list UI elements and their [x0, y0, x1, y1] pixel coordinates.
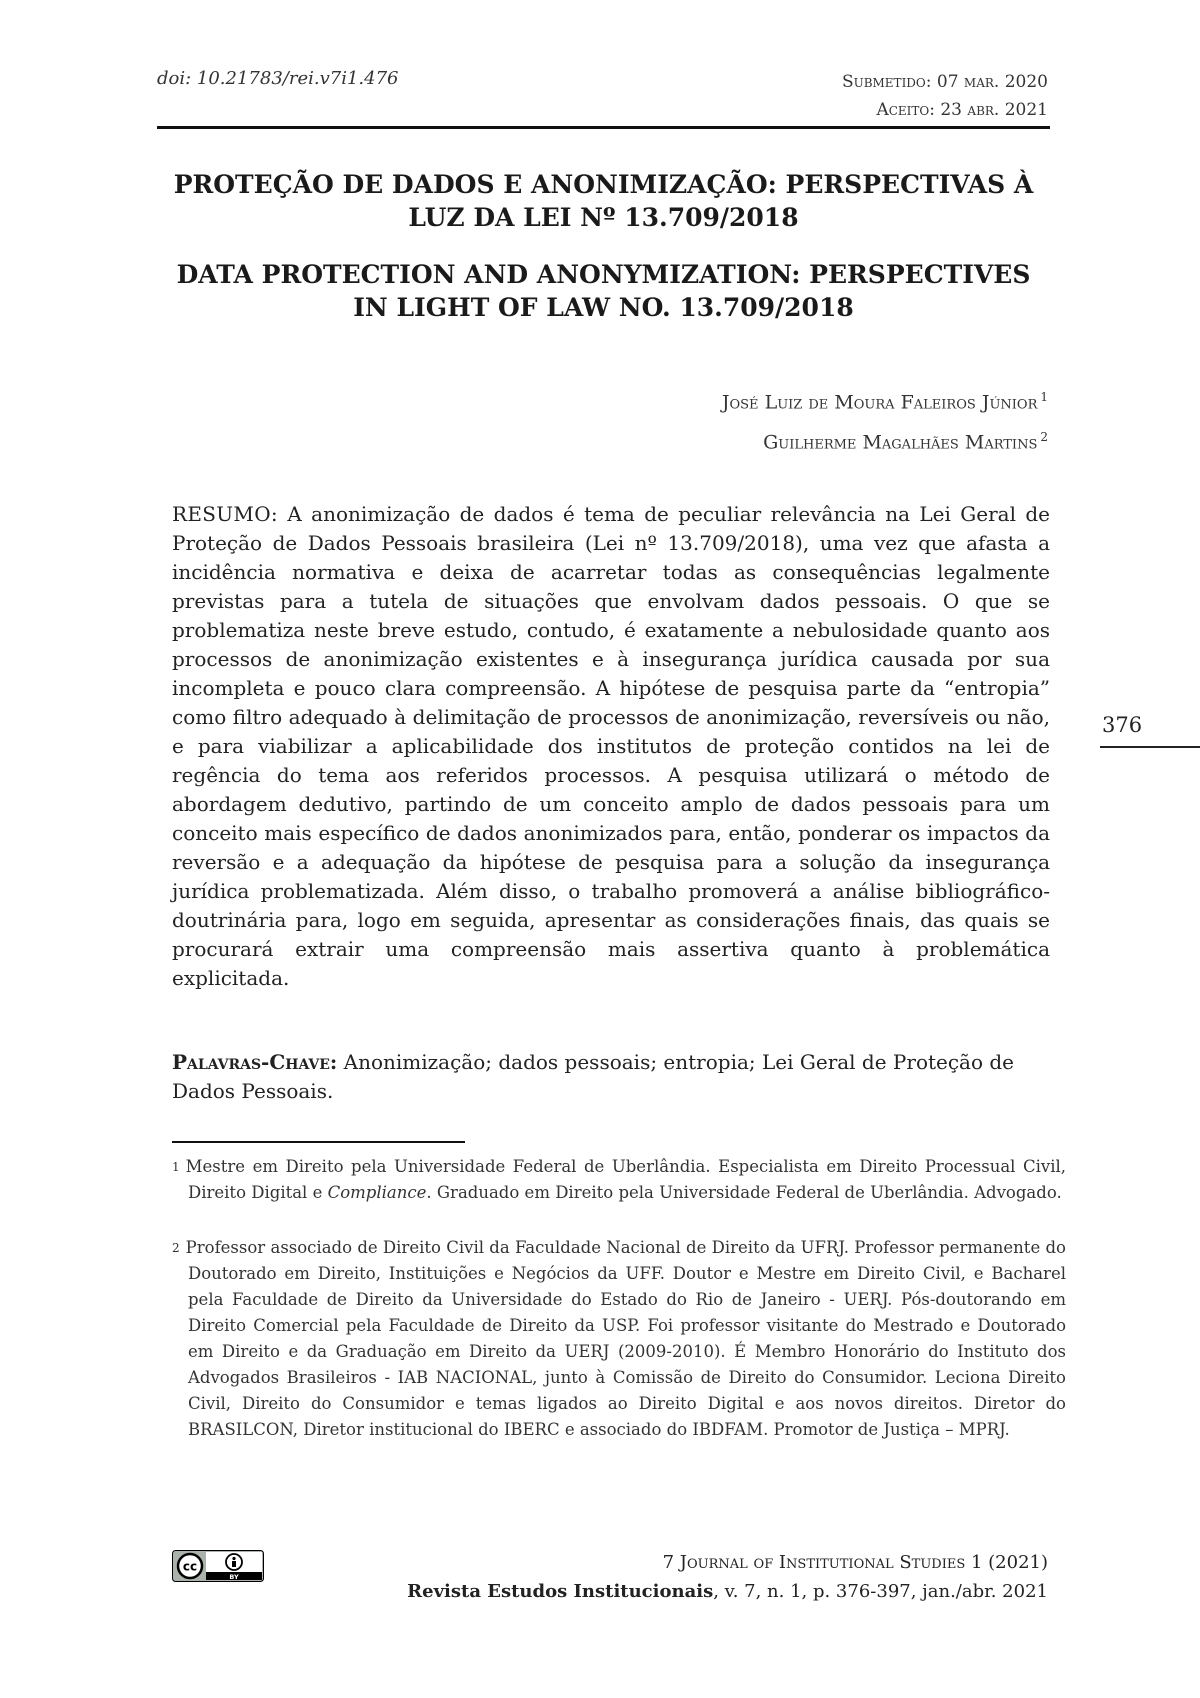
author-2: [722, 420, 1048, 460]
submitted-date: Submetido: 07 mar. 2020: [841, 72, 1048, 92]
title-en-line-2: IN LIGHT OF LAW NO. 13.709/2018: [353, 293, 854, 322]
page-number: 376: [1102, 713, 1143, 737]
footnote-1-text-a: Mestre em Direito pela Universidade Federal de Uberlândia. Especialista em Direito Processual Civil, Direito Digital e: [185, 1157, 1066, 1202]
author-1: [722, 380, 1048, 420]
footnote-divider: [172, 1141, 465, 1143]
revista-name: Revista Estudos Institucionais: [407, 1581, 714, 1602]
title-portuguese: [157, 168, 1050, 234]
submission-dates: [842, 68, 1048, 124]
title-pt-line-2: LUZ DA LEI Nº 13.709/2018: [408, 203, 799, 232]
author-1-name: José Luiz de Moura Faleiros Júnior: [721, 391, 1038, 414]
accepted-date: Aceito: 23 abr. 2021: [876, 100, 1048, 120]
author-list: [722, 380, 1048, 461]
footnote-2-mark: 2: [172, 1241, 180, 1255]
keywords-label: Palavras-Chave:: [172, 1050, 338, 1074]
abstract-label: RESUMO:: [172, 502, 278, 526]
footnote-2-text: Professor associado de Direito Civil da Faculdade Nacional de Direito da UFRJ. Professor permanente do Doutorado em Direito, Instituições e Negócios da UFF. Doutor e Mestre em Direito Civil, e Bacharel pela Faculdade de Direito da Universidade do Estado do Rio de Janeiro - UERJ. Pós-doutorando em Direito Comercial pela Faculdade de Direito da USP. Foi professor visitante do Mestrado e Doutorado em Direito e da Graduação em Direito da UERJ (2009-2010). É Membro Honorário do Instituto dos Advogados Brasileiros - IAB NACIONAL, junto à Comissão de Direito do Consumidor. Leciona Direito Civil, Direito do Consumidor e temas ligados ao Direito Digital e aos novos direitos. Diretor do BRASILCON, Diretor institucional do IBERC e associado do IBDFAM. Promotor de Justiça – MPRJ.: [185, 1238, 1066, 1439]
author-2-name: Guilherme Magalhães Martins: [763, 431, 1038, 454]
journal-citation-english: 7 Journal of Institutional Studies 1 (2021): [662, 1552, 1048, 1573]
keywords-text: Anonimização; dados pessoais; entropia; Lei Geral de Proteção de Dados Pessoais.: [172, 1050, 1015, 1103]
cc-icon-text: cc: [182, 1559, 198, 1574]
abstract-text: A anonimização de dados é tema de peculiar relevância na Lei Geral de Proteção de Dados Pessoais brasileira (Lei nº 13.709/2018), uma vez que afasta a incidência normativa e deixa de acarretar todas as consequências legalmente previstas para a tutela de situações que envolvam dados pessoais. O que se problematiza neste breve estudo, contudo, é exatamente a nebulosidade quanto aos processos de anonimização existentes e à insegurança jurídica causada por sua incompleta e pouco clara compreensão. A hipótese de pesquisa parte da “entropia” como filtro adequado à delimitação de processos de anonimização, reversíveis ou não, e para viabilizar a aplicabilidade dos institutos de proteção contidos na lei de regência do tema aos referidos processos. A pesquisa utilizará o método de abordagem dedutivo, partindo de um conceito amplo de dados pessoais para um conceito mais específico de dados anonimizados para, então, ponderar os impactos da reversão e a adequação da hipótese de pesquisa para a solução da insegurança jurídica problematizada. Além disso, o trabalho promoverá a análise bibliográfico-doutrinária para, logo em seguida, apresentar as considerações finais, das quais se procurará extrair uma compreensão mais assertiva quanto à problemática explicitada.: [172, 502, 1050, 990]
author-2-footnote-ref[interactable]: 2: [1040, 430, 1048, 445]
title-pt-line-1: PROTEÇÃO DE DADOS E ANONIMIZAÇÃO: PERSPECTIVAS À: [173, 170, 1034, 199]
keywords: [172, 1048, 1050, 1106]
doi-link[interactable]: doi: 10.21783/rei.v7i1.476: [157, 68, 399, 89]
footnote-1-mark: 1: [172, 1160, 180, 1174]
footnote-2: [172, 1235, 1066, 1443]
journal-footer: [407, 1548, 1048, 1606]
header-divider: [157, 126, 1050, 129]
abstract: [172, 500, 1050, 993]
journal-citation-portuguese: [407, 1577, 1048, 1606]
footnote-1-text-b: . Graduado em Direito pela Universidade Federal de Uberlândia. Advogado.: [426, 1183, 1062, 1202]
title-en-line-1: DATA PROTECTION AND ANONYMIZATION: PERSPECTIVES: [176, 260, 1031, 289]
footnote-1: [172, 1154, 1066, 1206]
creative-commons-by-badge[interactable]: [172, 1550, 264, 1582]
by-label: BY: [229, 1573, 239, 1581]
revista-details: , v. 7, n. 1, p. 376-397, jan./abr. 2021: [713, 1581, 1048, 1602]
author-1-footnote-ref[interactable]: 1: [1040, 390, 1048, 404]
footnote-1-text-em: Compliance: [327, 1183, 427, 1202]
title-english: [157, 258, 1050, 324]
page-number-rule: [1100, 746, 1200, 748]
